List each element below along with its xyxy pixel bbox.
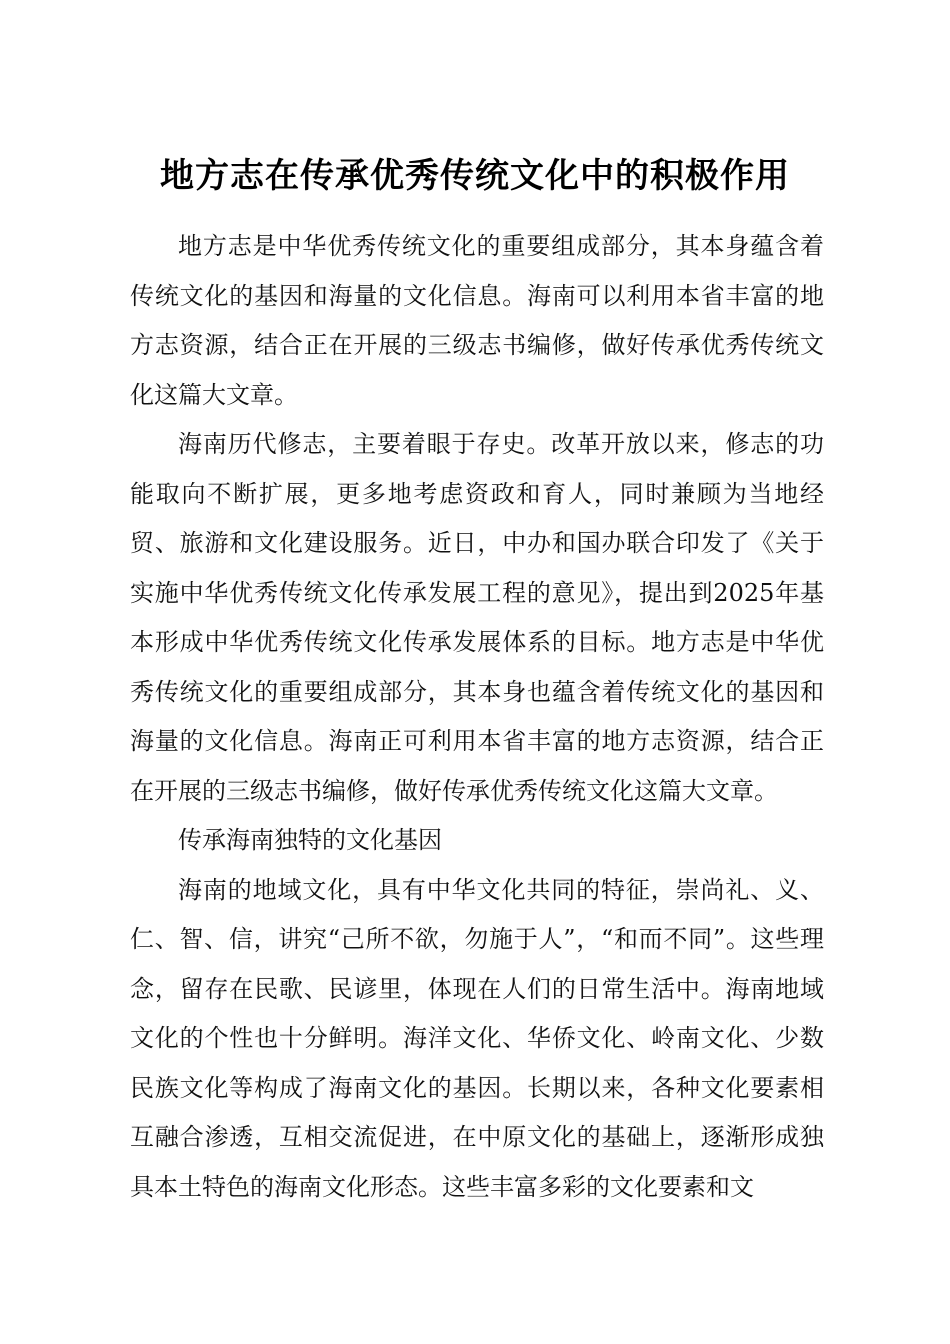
paragraph-culture: 海南的地域文化，具有中华文化共同的特征，崇尚礼、义、仁、智、信，讲究“己所不欲，勿施于人”，“和而不同”。这些理念，留存在民歌、民谚里，体现在人们的日常生活中。海南地域文化的个性也十分鲜明。海洋文化、华侨文化、岭南文化、少数民族文化等构成了海南文化的基因。长期以来，各种文化要素相互融合渗透，互相交流促进，在中原文化的基础上，逐渐形成独具本土特色的海南文化形态。这些丰富多彩的文化要素和文 (130, 875, 824, 1201)
section-heading: 传承海南独特的文化基因 (178, 826, 442, 854)
document-title: 地方志在传承优秀传统文化中的积极作用 (160, 156, 790, 196)
document-body (130, 222, 824, 1212)
paragraph-history: 海南历代修志，主要着眼于存史。改革开放以来，修志的功能取向不断扩展，更多地考虑资政和育人，同时兼顾为当地经贸、旅游和文化建设服务。近日，中办和国办联合印发了《关于实施中华优秀传统文化传承发展工程的意见》，提出到2025年基本形成中华优秀传统文化传承发展体系的目标。地方志是中华优秀传统文化的重要组成部分，其本身也蕴含着传统文化的基因和海量的文化信息。海南正可利用本省丰富的地方志资源，结合正在开展的三级志书编修，做好传承优秀传统文化这篇大文章。 (130, 430, 824, 805)
paragraph-intro: 地方志是中华优秀传统文化的重要组成部分，其本身蕴含着传统文化的基因和海量的文化信息。海南可以利用本省丰富的地方志资源，结合正在开展的三级志书编修，做好传承优秀传统文化这篇大文章。 (130, 232, 824, 409)
